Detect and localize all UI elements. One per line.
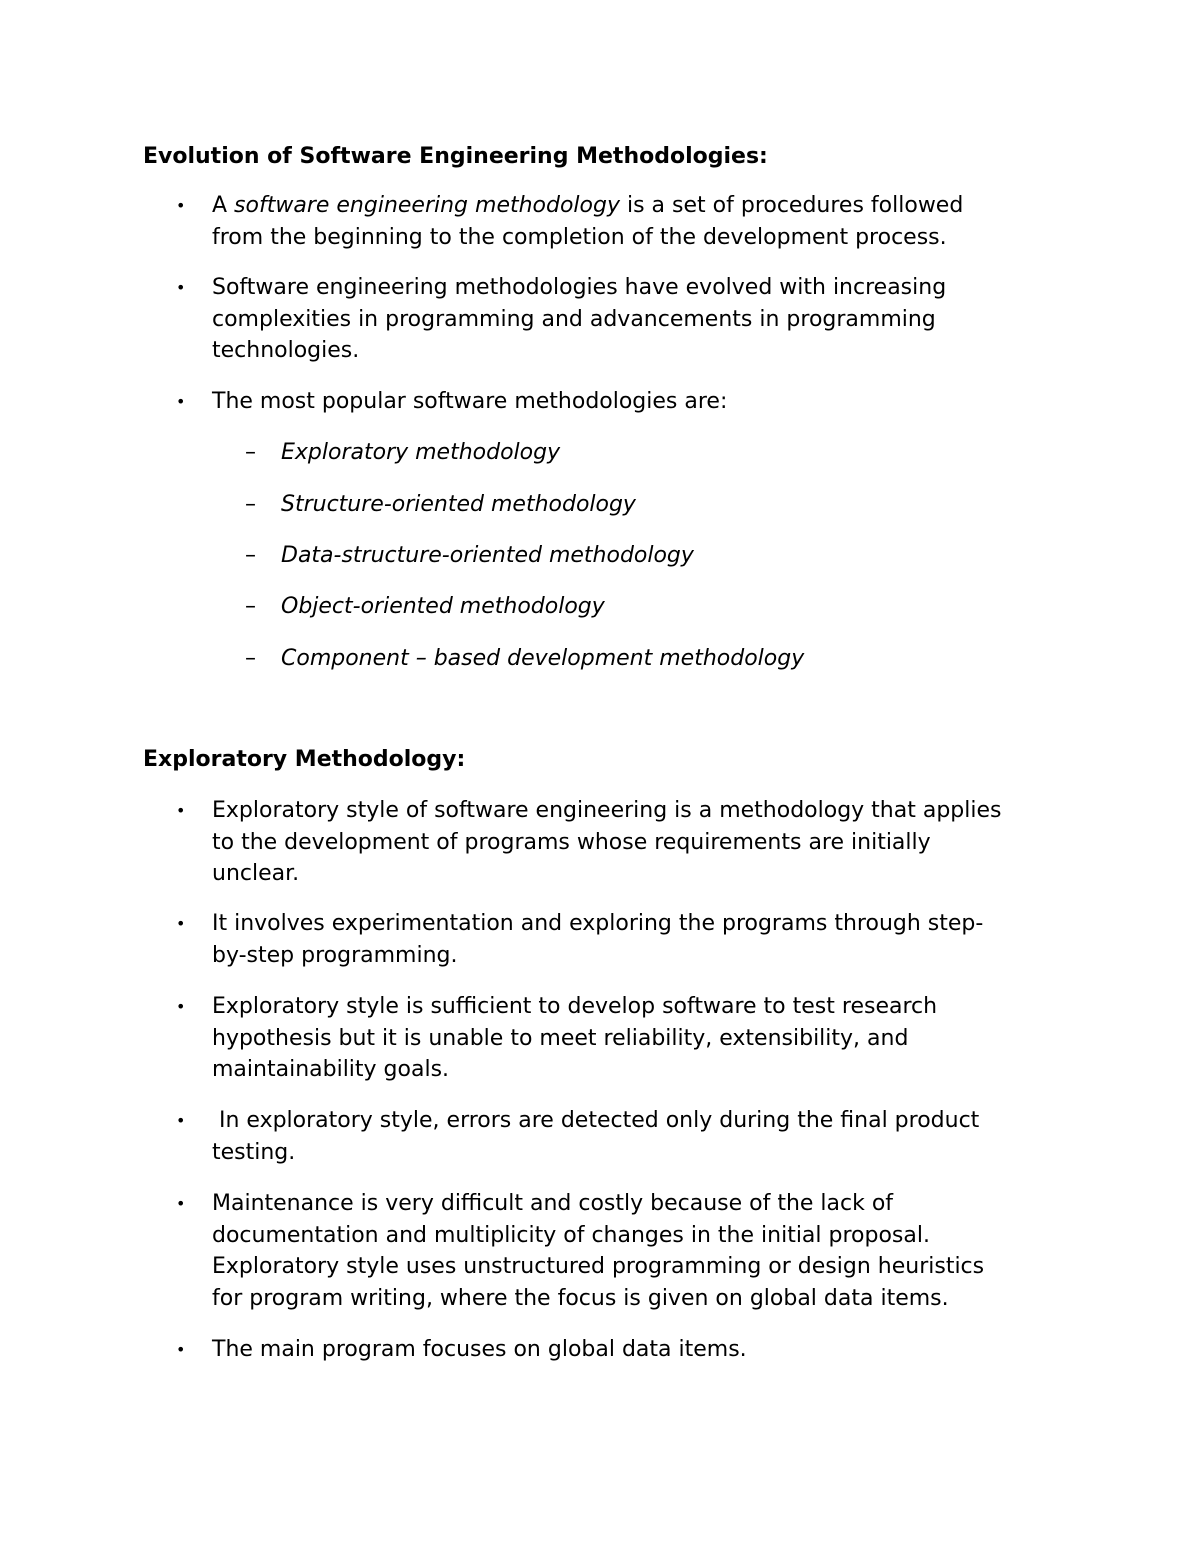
list-item-text [212, 1188, 1072, 1314]
text-line: Software engineering methodologies have evolved with increasing [212, 275, 947, 300]
dash-icon: – [245, 440, 256, 465]
section-heading-exploratory: Exploratory Methodology: [143, 747, 466, 772]
text-line: Maintenance is very difficult and costly because of the lack of [212, 1191, 894, 1216]
text-line: maintainability goals. [212, 1057, 450, 1082]
bullet-icon: • [176, 997, 186, 1016]
text-line: from the beginning to the completion of the development process. [212, 224, 947, 250]
list-item-text [212, 795, 1072, 890]
bullet-icon: • [176, 392, 186, 411]
list-item-text [212, 908, 1072, 971]
text-line: technologies. [212, 338, 360, 363]
sub-list-item-text: Structure-oriented methodology [281, 492, 636, 517]
dash-icon: – [245, 492, 256, 517]
section-heading-evolution: Evolution of Software Engineering Methodologies: [143, 144, 768, 169]
sub-list-item-text: Exploratory methodology [281, 440, 561, 465]
text-line [212, 190, 1072, 222]
bullet-icon: • [176, 801, 186, 820]
text-line: Exploratory style of software engineering is a methodology that applies [212, 798, 1002, 823]
text-line: by-step programming. [212, 942, 458, 968]
text-run: is a set of procedures followed [620, 193, 964, 218]
list-item-text [212, 386, 1072, 418]
text-line: Exploratory style is sufficient to develop software to test research [212, 994, 938, 1019]
text-line: testing. [212, 1139, 296, 1165]
bullet-icon: • [176, 914, 186, 933]
text-line: Exploratory style uses unstructured programming or design heuristics [212, 1254, 985, 1279]
sub-list-item-text: Data-structure-oriented methodology [281, 543, 694, 568]
text-line: unclear. [212, 861, 300, 886]
bullet-icon: • [176, 1194, 186, 1213]
emphasized-term: software engineering methodology [234, 193, 620, 218]
text-line: The most popular software methodologies are: [212, 389, 728, 414]
text-line: The main program focuses on global data items. [212, 1337, 747, 1362]
list-item-text [212, 1334, 1072, 1366]
bullet-icon: • [176, 1111, 186, 1130]
text-line: hypothesis but it is unable to meet reliability, extensibility, and [212, 1025, 909, 1051]
dash-icon: – [245, 543, 256, 568]
list-item-text [212, 1105, 1072, 1168]
text-line: In exploratory style, errors are detected only during the final product [212, 1108, 980, 1133]
text-line: It involves experimentation and exploring the programs through step- [212, 911, 984, 936]
dash-icon: – [245, 646, 256, 671]
bullet-icon: • [176, 196, 186, 215]
dash-icon: – [245, 594, 256, 619]
bullet-icon: • [176, 1340, 186, 1359]
text-line: complexities in programming and advancements in programming [212, 306, 936, 332]
list-item-text [212, 991, 1072, 1086]
sub-list-item-text: Object-oriented methodology [281, 594, 605, 619]
sub-list-item-text: Component – based development methodology [281, 646, 805, 671]
list-item-text [212, 190, 1072, 253]
bullet-icon: • [176, 278, 186, 297]
text-line: for program writing, where the focus is given on global data items. [212, 1285, 949, 1311]
text-line: documentation and multiplicity of changes in the initial proposal. [212, 1222, 930, 1248]
text-line: to the development of programs whose requirements are initially [212, 829, 931, 855]
text-run: A [212, 193, 235, 218]
list-item-text [212, 272, 1072, 367]
